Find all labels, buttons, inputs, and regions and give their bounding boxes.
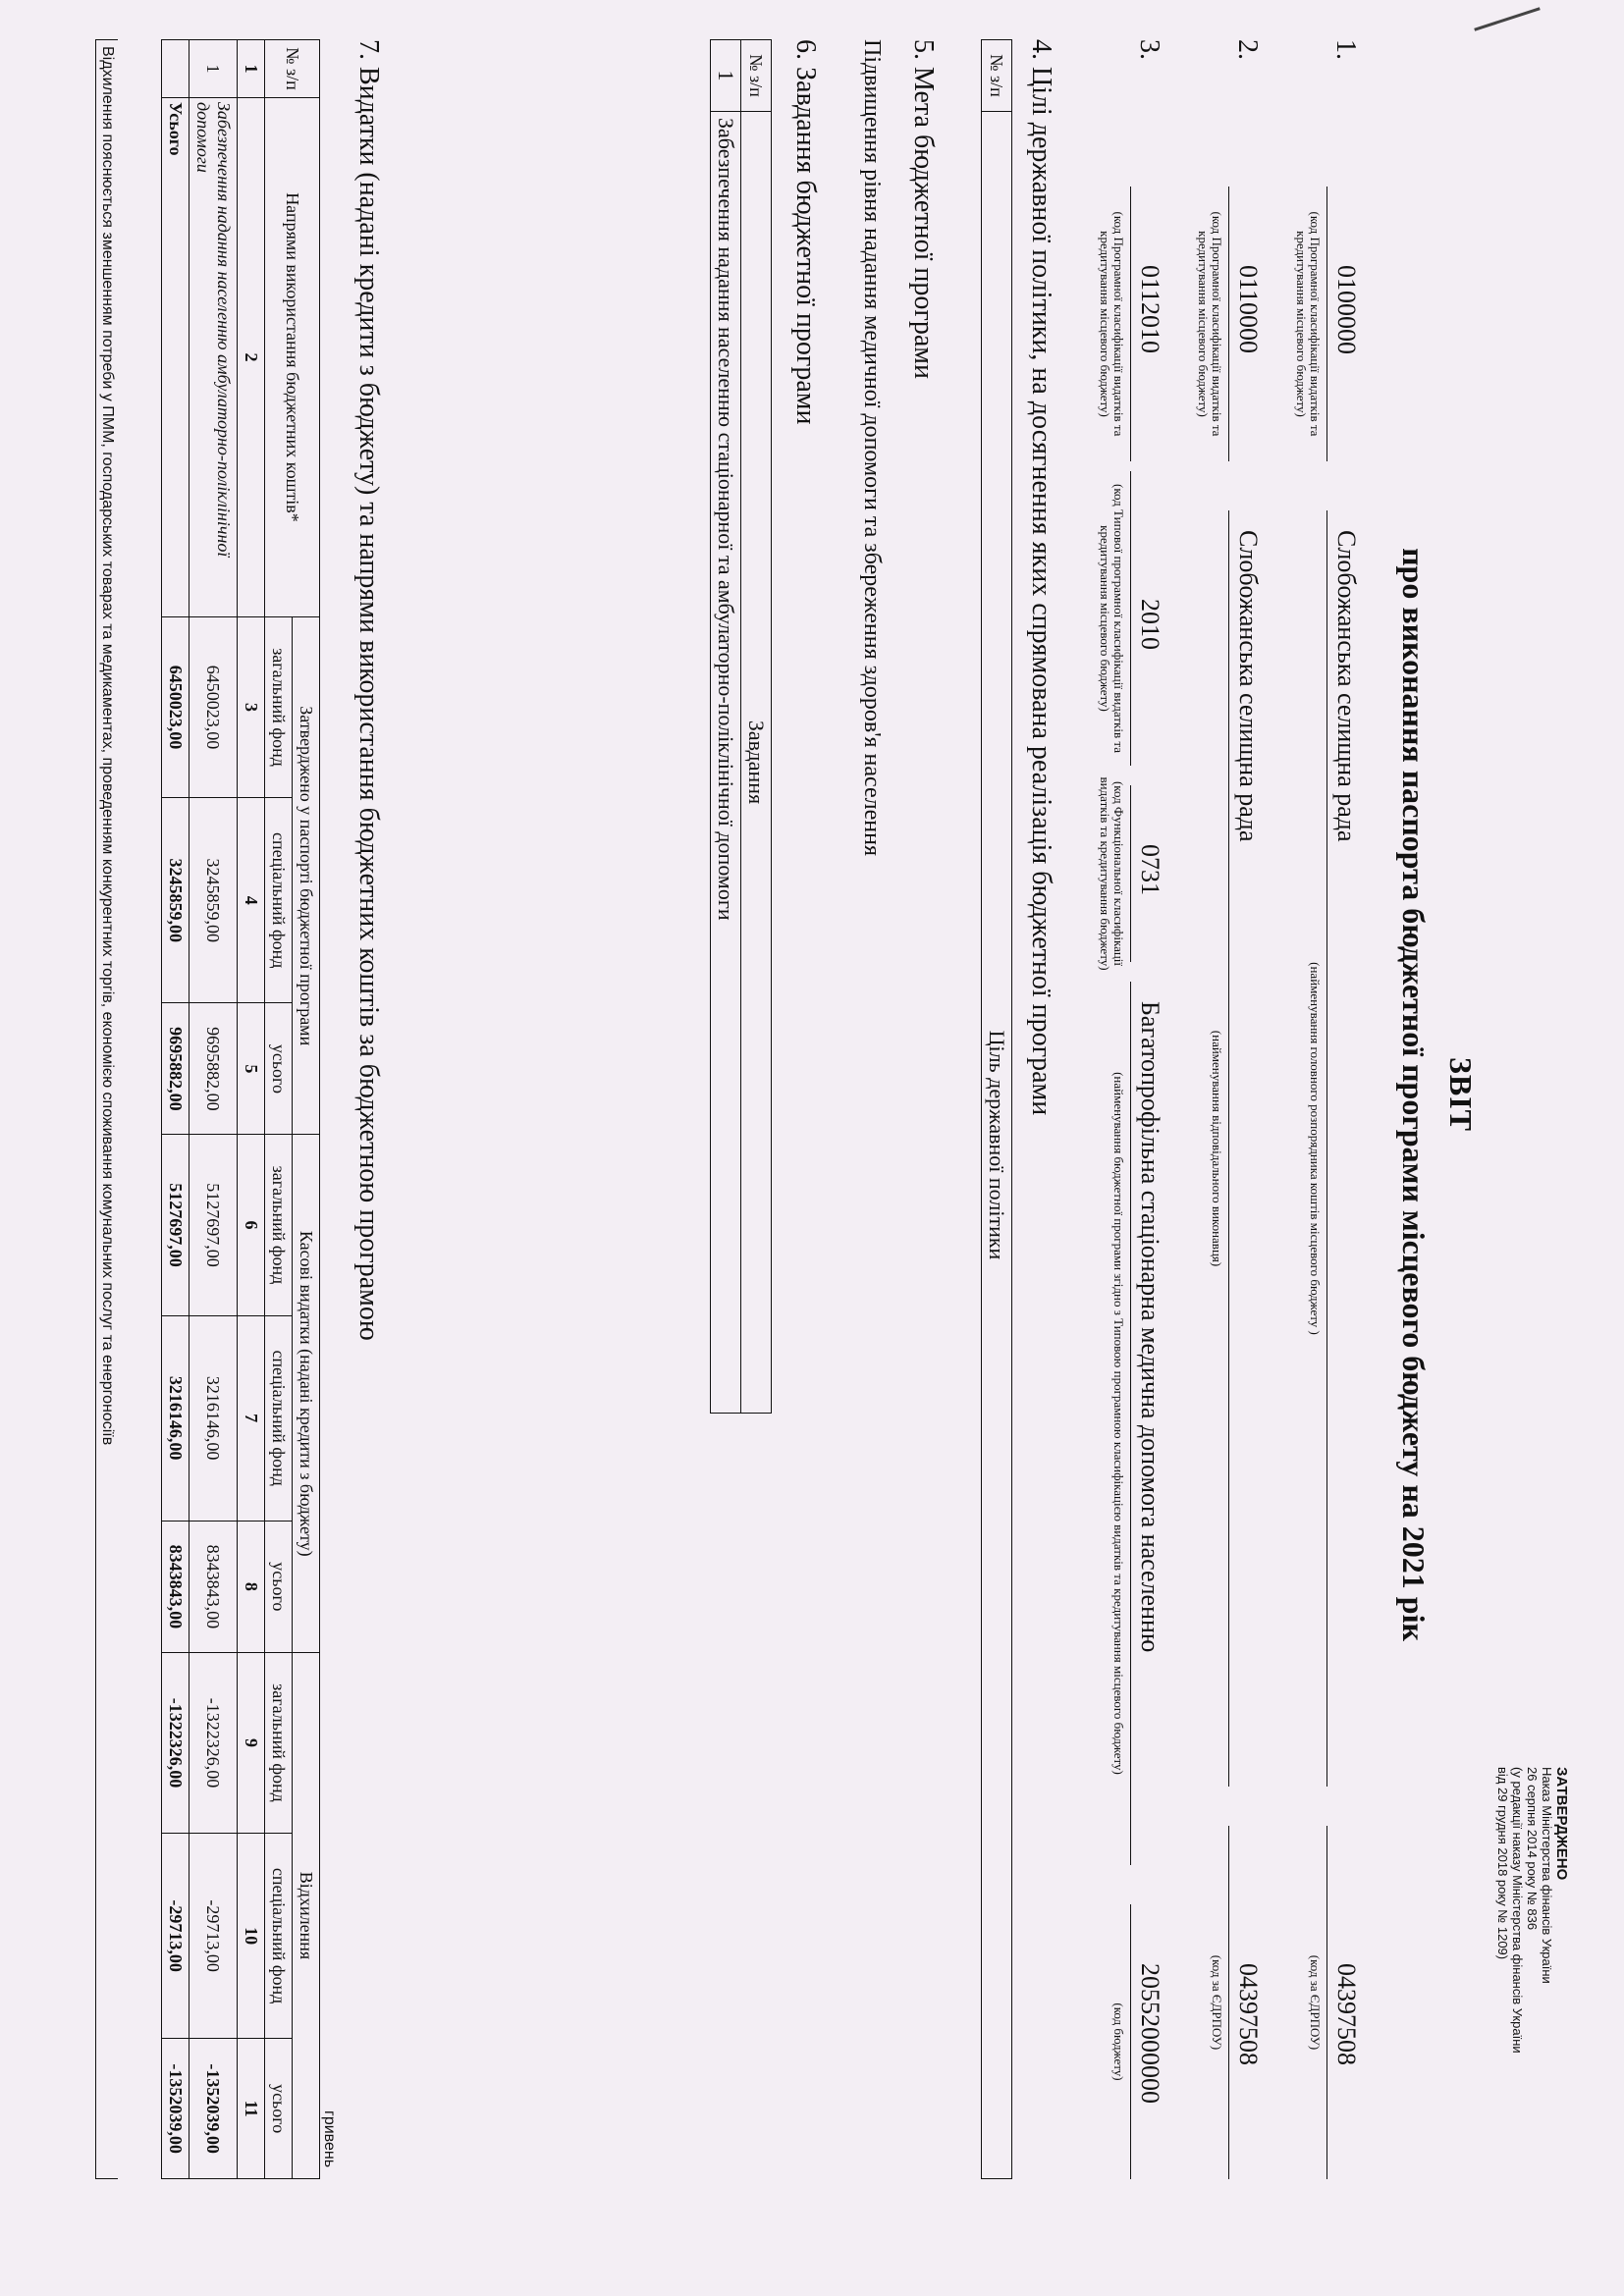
approved-line: (у редакції наказу Міністерства фінансів України: [1510, 1767, 1525, 2054]
colnum: 7: [238, 1315, 265, 1521]
approved-line: 26 серпня 2014 року № 836: [1525, 1767, 1540, 1931]
underline: [1228, 510, 1229, 1787]
cell-value: 6450023,00: [189, 617, 238, 798]
h-passport: Затверджено у паспорті бюджетної програми: [293, 617, 320, 1135]
colnum: 3: [238, 617, 265, 798]
row-num: 1: [189, 40, 238, 98]
manager-name: Слобожанська селищна рада: [1332, 530, 1361, 842]
underline: [1130, 785, 1131, 962]
col-num-header: № з/п: [741, 40, 772, 112]
h-num: № з/п: [265, 40, 320, 98]
executor-name: Слобожанська селищна рада: [1234, 530, 1263, 842]
typical-code: 2010: [1136, 599, 1164, 650]
cell-value: 8343843,00: [189, 1521, 238, 1652]
section-5-heading: 5. Мета бюджетної програми: [908, 39, 939, 379]
edrpou-caption: (код за ЄДРПОУ): [1210, 1954, 1224, 2051]
code-caption: (код Програмної класифікації видатків та кредитування місцевого бюджету): [1098, 211, 1126, 437]
col-num-header: № з/п: [982, 40, 1012, 112]
approved-heading: ЗАТВЕРДЖЕНО: [1553, 1767, 1570, 1881]
h-general-fund: загальний фонд: [265, 1652, 293, 1833]
row-number: 1.: [1330, 39, 1361, 60]
expenditures-table: [161, 39, 320, 2179]
total-value: -1322326,00: [162, 1652, 189, 1833]
underline: [1130, 471, 1131, 766]
h-cash: Касові видатки (надані кредити з бюджету): [293, 1135, 320, 1652]
col-goal-header: Ціль державної політики: [982, 112, 1012, 2179]
function-code: 0731: [1136, 844, 1164, 895]
total-value: 5127697,00: [162, 1135, 189, 1315]
h-deviation: Відхилення: [293, 1652, 320, 2178]
underline: [1130, 982, 1131, 1865]
approved-line: Наказ Міністерства фінансів України: [1540, 1767, 1554, 1984]
colnum: 11: [238, 2039, 265, 2179]
underline: [1326, 510, 1327, 1787]
function-caption: (код Функціональної класифікації видатків та кредитування бюджету): [1098, 776, 1126, 971]
h-special-fund: спеціальний фонд: [265, 1315, 293, 1521]
colnum: 6: [238, 1135, 265, 1315]
cell-value: 9695882,00: [189, 1003, 238, 1135]
colnum: 9: [238, 1652, 265, 1833]
cell-value: -29713,00: [189, 1834, 238, 2039]
name-caption: (найменування відповідального виконавця): [1210, 1030, 1224, 1267]
page-subtitle: про виконання паспорта бюджетної програми місцевого бюджету на 2021 рік: [1396, 548, 1432, 1641]
task-num: 1: [711, 40, 741, 112]
total-value: 3216146,00: [162, 1315, 189, 1521]
total-value: 3245859,00: [162, 798, 189, 1003]
h-special-fund: спеціальний фонд: [265, 1834, 293, 2039]
total-value: 6450023,00: [162, 617, 189, 798]
cell-value: 5127697,00: [189, 1135, 238, 1315]
page-title: ЗВІТ: [1443, 1056, 1479, 1133]
colnum: 5: [238, 1003, 265, 1135]
underline: [1326, 187, 1327, 461]
colnum: 1: [238, 40, 265, 98]
program-name: Багатопрофільна стаціонарна медична допомога населенню: [1136, 1001, 1164, 1653]
program-code: 0100000: [1332, 265, 1361, 354]
colnum: 4: [238, 798, 265, 1003]
approved-line: від 29 грудня 2018 року № 1209): [1495, 1767, 1510, 1960]
cell-value: -1322326,00: [189, 1652, 238, 1833]
total-value: 9695882,00: [162, 1003, 189, 1135]
edrpou-code: 04397508: [1234, 1963, 1263, 2065]
cell-value: -1352039,00: [189, 2039, 238, 2179]
col-task-header: Завдання: [741, 112, 772, 1414]
h-total: усього: [265, 1003, 293, 1135]
colnum: 2: [238, 98, 265, 617]
underline: [1228, 1826, 1229, 2179]
row-direction: Забезпечення надання населенню амбулаторно-поліклінічної допомоги: [189, 98, 238, 617]
h-direction: Напрями використання бюджетних коштів*: [265, 98, 320, 617]
program-goal-text: Підвищення рівня надання медичної допомоги та збереження здоров'я населення: [859, 39, 885, 857]
h-general-fund: загальний фонд: [265, 617, 293, 798]
h-general-fund: загальний фонд: [265, 1135, 293, 1315]
total-row: [162, 40, 189, 2179]
program-code: 0110000: [1234, 265, 1263, 354]
cell-value: 3216146,00: [189, 1315, 238, 1521]
section-4-heading: 4. Цілі державної політики, на досягнення яких спрямована реалізація бюджетної програми: [1026, 39, 1056, 1116]
tasks-table: [710, 39, 772, 1414]
deviation-note: Відхилення пояснюється зменшенням потреби у ПММ, господарських товарах та медикаментах, проведенням конкурентних торгів, економією споживання комунальних послуг та енергоносіїв: [95, 39, 118, 2179]
total-value: 8343843,00: [162, 1521, 189, 1652]
total-value: -29713,00: [162, 1834, 189, 2039]
task-text: Забезпечення надання населенню стаціонарної та амбулаторно-поліклінічної допомоги: [711, 112, 741, 1414]
policy-goals-table: [981, 39, 1012, 2179]
underline: [1326, 1826, 1327, 2179]
document-page: [75, 0, 1587, 2248]
underline: [1130, 1904, 1131, 2179]
code-caption: (код Програмної класифікації видатків та кредитування місцевого бюджету): [1294, 211, 1323, 437]
approval-stamp: [1495, 1767, 1569, 2218]
row-number: 2.: [1232, 39, 1263, 60]
section-7-heading: 7. Видатки (надані кредити з бюджету) та напрями використання бюджетних коштів за бюджетною програмою: [353, 39, 384, 1341]
program-name-caption: (найменування бюджетної програми згідно з Типовою програмною класифікацією видатків та кредитування місцевого бюджету): [1111, 1072, 1126, 1775]
underline: [1130, 187, 1131, 461]
colnum: 8: [238, 1521, 265, 1652]
edrpou-caption: (код за ЄДРПОУ): [1308, 1954, 1323, 2051]
edrpou-code: 04397508: [1332, 1963, 1361, 2065]
name-caption: (найменування головного розпорядника коштів місцевого бюджету ): [1308, 962, 1323, 1335]
section-6-heading: 6. Завдання бюджетної програми: [790, 39, 821, 425]
colnum: 10: [238, 1834, 265, 2039]
typical-caption: (код Типової програмної класифікації видатків та кредитування місцевого бюджету): [1098, 484, 1126, 753]
row-number: 3.: [1134, 39, 1164, 60]
empty-cell: [162, 40, 189, 98]
table-row: [189, 40, 238, 2179]
h-total: усього: [265, 2039, 293, 2179]
h-total: усього: [265, 1521, 293, 1652]
h-special-fund: спеціальний фонд: [265, 798, 293, 1003]
unit-label: гривень: [321, 2110, 338, 2168]
underline: [1228, 187, 1229, 461]
total-label: Усього: [162, 98, 189, 617]
budget-code-caption: (код бюджету): [1111, 2002, 1126, 2081]
program-code: 0112010: [1136, 265, 1164, 354]
budget-code: 20552000000: [1136, 1963, 1164, 2104]
cell-value: 3245859,00: [189, 798, 238, 1003]
code-caption: (код Програмної класифікації видатків та кредитування місцевого бюджету): [1196, 211, 1224, 437]
total-value: -1352039,00: [162, 2039, 189, 2179]
